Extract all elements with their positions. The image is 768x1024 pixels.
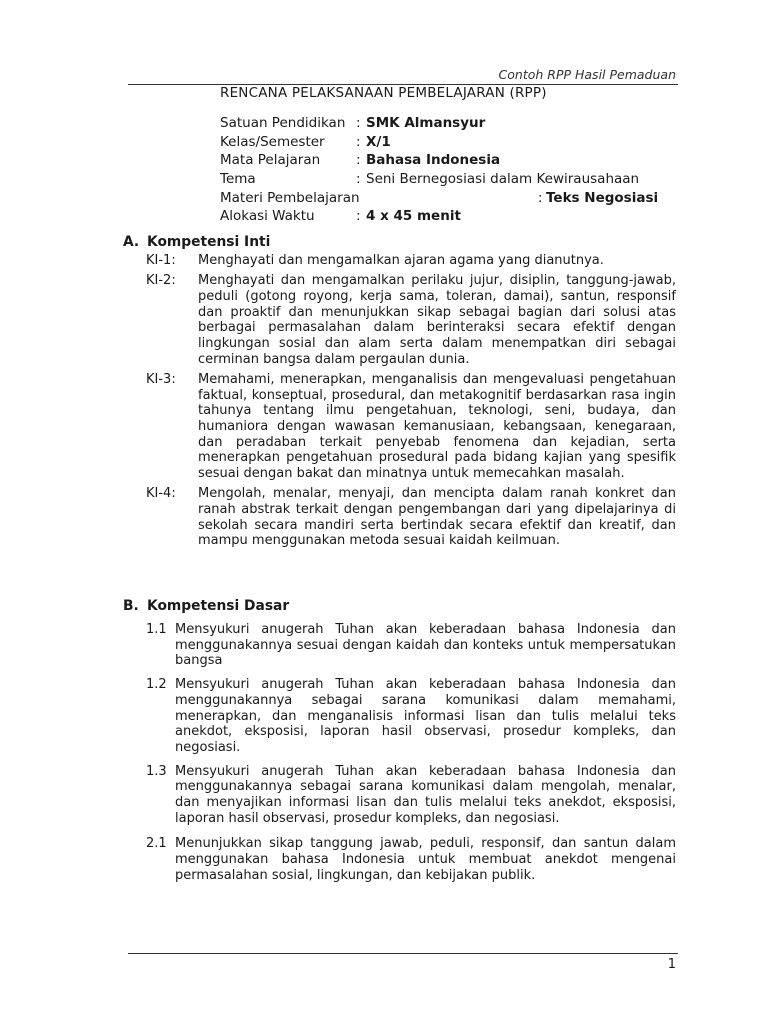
identity-separator: : [356, 115, 361, 131]
kd-code: 1.3 [146, 763, 167, 779]
identity-row-theme [220, 170, 680, 189]
section-letter: A. [123, 234, 140, 250]
header-note: Contoh RPP Hasil Pemaduan [498, 67, 676, 82]
ki-list [146, 253, 676, 554]
list-item [146, 622, 676, 669]
list-item [146, 372, 676, 482]
kd-text: Mensyukuri anugerah Tuhan akan keberadaan bahasa Indonesia dan menggunakannya sebagai sarana komunikasi dalam mengolah, menalar, dan menyajikan informasi lisan dan tulis melalui teks anekdot, eksposisi, laporan hasil observasi, prosedur kompleks, dan negosiasi. [175, 763, 676, 826]
document-title: RENCANA PELAKSANAAN PEMBELAJARAN (RPP) [220, 85, 547, 101]
section-heading-kompetensi-inti [123, 234, 270, 250]
kd-list [146, 622, 676, 892]
ki-text: Mengolah, menalar, menyaji, dan mencipta dalam ranah konkret dan ranah abstrak terkait dengan pengembangan dari yang dipelajarinya di sekolah secara mandiri serta bertindak secara efektif dan kreatif, dan mampu menggunakan metoda sesuai kaidah keilmuan. [198, 486, 676, 549]
list-item [146, 486, 676, 549]
ki-text: Memahami, menerapkan, menganalisis dan mengevaluasi pengetahuan faktual, konseptual, prosedural, dan metakognitif berdasarkan rasa ingin tahunya tentang ilmu pengetahuan, teknologi, seni, budaya, dan humaniora dengan wawasan kemanusiaan, kebangsaan, kenegaraan, dan peradaban terkait penyebab fenomena dan kejadian, serta menerapkan pengetahuan prosedural pada bidang kajian yang spesifik sesuai dengan bakat dan minatnya untuk memecahkan masalah. [198, 371, 676, 482]
identity-value: X/1 [366, 133, 391, 150]
footer-divider [128, 953, 678, 954]
kd-text: Mensyukuri anugerah Tuhan akan keberadaan bahasa Indonesia dan menggunakannya sesuai dengan kaidah dan konteks untuk mempersatukan bangsa [175, 622, 676, 669]
kd-code: 1.1 [146, 622, 167, 637]
kd-code: 2.1 [146, 836, 167, 852]
identity-separator: : [356, 171, 361, 188]
section-title: Kompetensi Inti [147, 234, 271, 250]
ki-code: KI-4: [146, 486, 176, 502]
list-item [146, 273, 676, 367]
list-item [146, 677, 676, 756]
identity-value: Seni Bernegosiasi dalam Kewirausahaan [366, 171, 640, 188]
identity-separator: : [356, 208, 361, 225]
identity-row-material [220, 189, 680, 208]
identity-row-subject [220, 151, 680, 170]
ki-text: Menghayati dan mengamalkan perilaku jujur, disiplin, tanggung-jawab, peduli (gotong royong, kerja sama, toleran, damai), santun, responsif dan proaktif dan menunjukkan sikap sebagai bagian dari solusi atas berbagai permasalahan dalam berinteraksi secara efektif dengan lingkungan sosial dan alam serta dalam menempatkan diri sebagai cerminan bangsa dalam pergaulan dunia. [198, 273, 676, 367]
identity-label: Mata Pelajaran [220, 152, 321, 169]
ki-code: KI-3: [146, 371, 176, 387]
kd-text: Mensyukuri anugerah Tuhan akan keberadaan bahasa Indonesia dan menggunakannya sebagai sarana komunikasi dalam memahami, menerapkan, dan menganalisis informasi lisan dan tulis melalui teks anekdot, eksposisi, laporan hasil observasi, prosedur kompleks, dan negosiasi. [175, 677, 676, 755]
kd-text: Menunjukkan sikap tanggung jawab, peduli, responsif, dan santun dalam menggunakan bahasa Indonesia untuk membuat anekdot mengenai permasalahan sosial, lingkungan, dan kebijakan publik. [175, 836, 676, 883]
ki-text: Menghayati dan mengamalkan ajaran agama yang dianutnya. [198, 253, 604, 268]
identity-separator: : [356, 133, 361, 150]
identity-label: Tema [220, 171, 256, 188]
identity-row-school [220, 114, 680, 133]
identity-label: Alokasi Waktu [220, 208, 315, 225]
list-item [146, 253, 676, 269]
identity-separator: : [356, 152, 361, 169]
kd-code: 1.2 [146, 677, 167, 693]
identity-value: Teks Negosiasi [546, 189, 659, 206]
ki-code: KI-2: [146, 273, 176, 289]
ki-code: KI-1: [146, 253, 176, 268]
identity-row-class [220, 133, 680, 152]
identity-table [220, 114, 680, 226]
identity-separator: : [538, 189, 543, 206]
section-title: Kompetensi Dasar [147, 598, 290, 614]
identity-value: SMK Almansyur [366, 115, 486, 131]
page-number: 1 [667, 957, 676, 972]
section-heading-kompetensi-dasar [123, 598, 289, 614]
identity-value: Bahasa Indonesia [366, 152, 501, 169]
list-item [146, 836, 676, 883]
list-item [146, 764, 676, 827]
identity-label: Satuan Pendidikan [220, 115, 346, 131]
section-letter: B. [123, 598, 139, 614]
identity-value: 4 x 45 menit [366, 208, 461, 225]
identity-label: Kelas/Semester [220, 133, 325, 150]
identity-row-time [220, 207, 680, 226]
identity-label: Materi Pembelajaran [220, 189, 360, 206]
